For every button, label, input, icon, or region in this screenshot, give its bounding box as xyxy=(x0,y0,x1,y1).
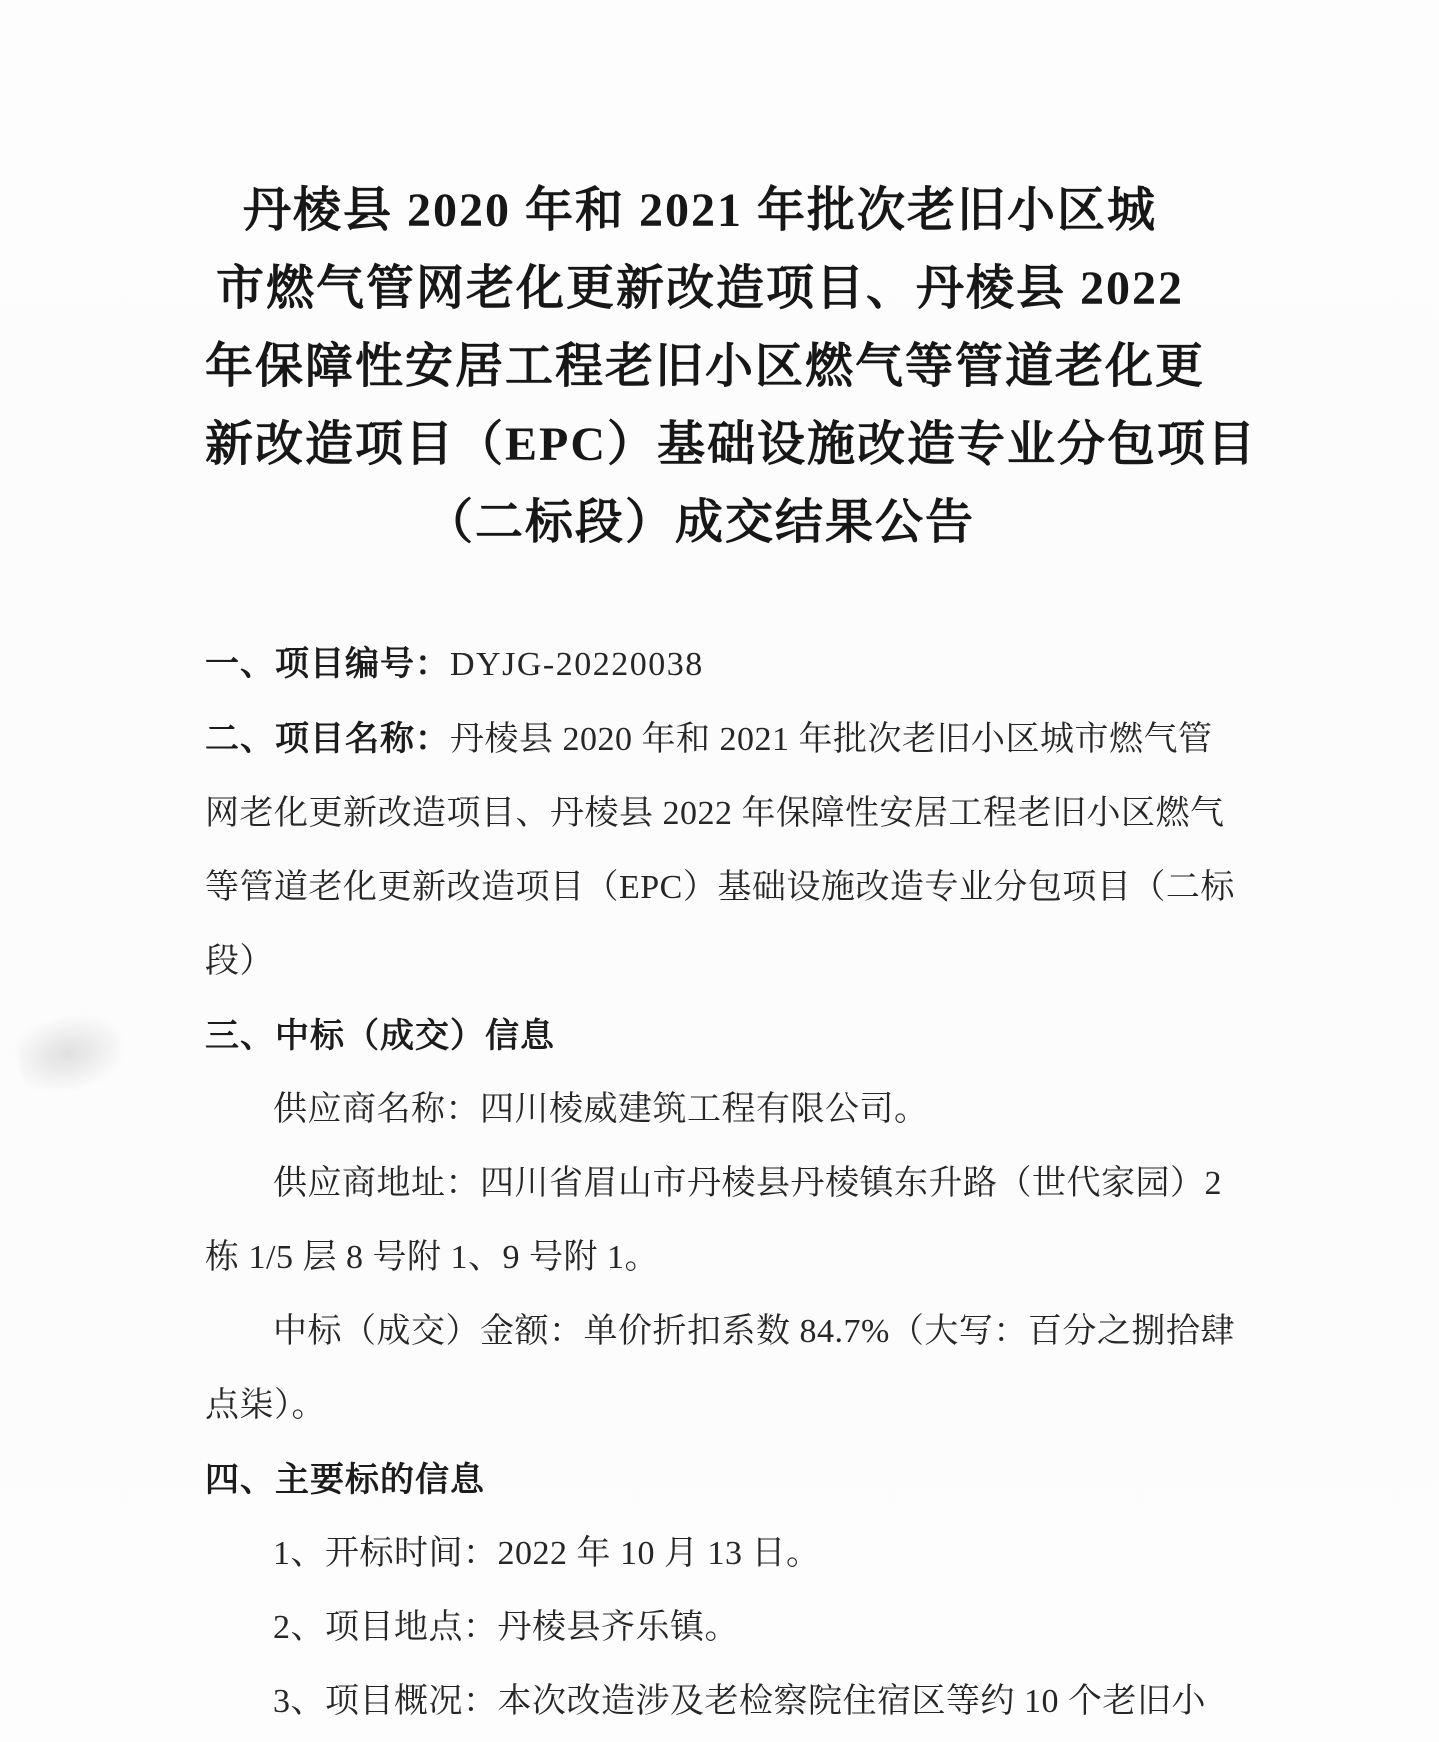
title-line-3: 年保障性安居工程老旧小区燃气等管道老化更 xyxy=(205,340,1206,393)
award-amount-line-1: 中标（成交）金额：单价折扣系数 84.7%（大写：百分之捌拾肆 xyxy=(273,1313,1235,1350)
title-line-1: 丹棱县 2020 年和 2021 年批次老旧小区城 xyxy=(242,184,1157,237)
title-line-5: （二标段）成交结果公告 xyxy=(424,496,975,549)
supplier-address-line-1: 供应商地址：四川省眉山市丹棱县丹棱镇东升路（世代家园）2 xyxy=(273,1165,1222,1202)
bid-opening-time-line: 1、开标时间：2022 年 10 月 13 日。 xyxy=(273,1535,821,1572)
project-name-label: 二、项目名称： xyxy=(205,720,450,758)
title-line-4: 新改造项目（EPC）基础设施改造专业分包项目 xyxy=(205,418,1258,471)
project-name-line-1 xyxy=(205,702,1213,777)
project-overview-line: 3、项目概况：本次改造涉及老检察院住宿区等约 10 个老旧小 xyxy=(273,1683,1206,1720)
project-name-line-4: 段） xyxy=(205,943,274,980)
project-number-value: DYJG-20220038 xyxy=(450,646,704,683)
document-body xyxy=(205,627,1235,1739)
scan-smudge-artifact xyxy=(11,1004,134,1100)
title-line-2: 市燃气管网老化更新改造项目、丹棱县 2022 xyxy=(215,262,1184,315)
project-name-line-3: 等管道老化更新改造项目（EPC）基础设施改造专业分包项目（二标 xyxy=(205,869,1235,906)
award-info-heading: 三、中标（成交）信息 xyxy=(205,1017,555,1055)
subject-info-heading: 四、主要标的信息 xyxy=(205,1461,485,1499)
document-title xyxy=(205,172,1258,562)
supplier-name-line: 供应商名称：四川棱威建筑工程有限公司。 xyxy=(273,1091,929,1128)
project-number-label: 一、项目编号： xyxy=(205,645,450,683)
project-name-text-1: 丹棱县 2020 年和 2021 年批次老旧小区城市燃气管 xyxy=(450,721,1213,758)
award-amount-line-2: 点柒）。 xyxy=(205,1387,326,1424)
project-location-line: 2、项目地点：丹棱县齐乐镇。 xyxy=(273,1609,739,1646)
project-name-line-2: 网老化更新改造项目、丹棱县 2022 年保障性安居工程老旧小区燃气 xyxy=(205,795,1225,832)
supplier-address-line-2: 栋 1/5 层 8 号附 1、9 号附 1。 xyxy=(205,1239,659,1276)
project-number-line xyxy=(205,627,1197,702)
